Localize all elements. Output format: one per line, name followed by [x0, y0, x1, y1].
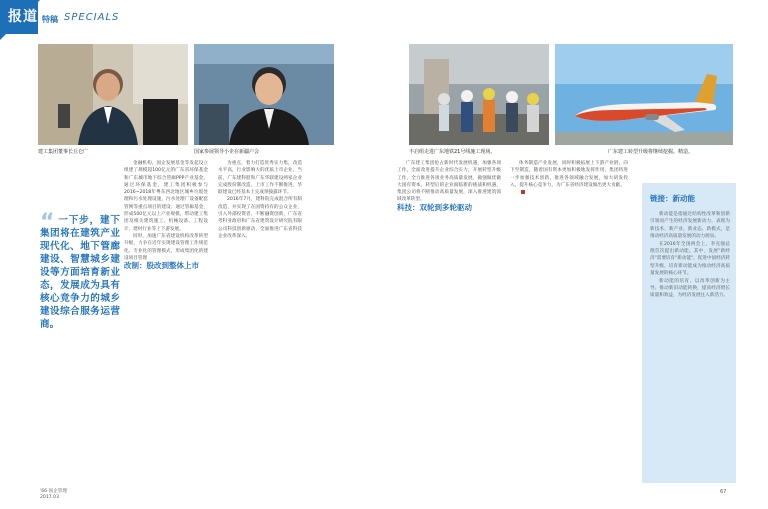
- sidebar-box: [642, 183, 736, 483]
- airplane-photo-icon: [555, 44, 733, 145]
- subheading: 科技：双轮到多轮驱动: [397, 202, 472, 212]
- paragraph: 为重点，着力打造优秀实力集，改造水平高，行业影响大的优质上市企业。当前，广东建科股和广东华联建设两家企业完成股份制改造，上市工作不断推进，华联建设已经基本上完成预披露环节。: [218, 161, 302, 196]
- page-number-right: 67: [720, 489, 727, 495]
- paragraph: 广东建工集团抢占新时代发展机遇，加强各项工作，全面改进提升企业综合实力，开展转型升级工作，全力推进各项业务高质量发展，做强做优做大国有资本，转型后的企业面临新的挑战和机遇，集团公司将不断推动高质量发展，深入推进建筑领域改革转型。: [397, 161, 501, 203]
- airplane-photo: [555, 44, 733, 145]
- pull-quote: [40, 212, 120, 331]
- paragraph: 新动能是指通过结构性改革和创新引领而产生的经济发展新动力，表现为新技术、新产业、新业态、新模式，是推动经济高质量发展的动力源泉。: [650, 212, 730, 240]
- event-photo: [194, 44, 334, 145]
- construction-photo-icon: [409, 44, 549, 145]
- paragraph: 金融机构、国企发展基金等发起设立组建了规模超100亿元的广东省环保基金和广东城市地下综合管廊PPP产业基金，通过环保基金，建工集团积极参与2016~2018年粤东西北地区城乡垃圾处理和污水处理设施，污水处理厂设备配套管网等重点项目的建设；通过管廊基金，形成500亿元以上产业规模，带动建工集团及相关建筑施工、机械设备、工程设计、建材行业等上下游发展。: [124, 161, 208, 232]
- quote-mark-icon: “: [40, 210, 55, 235]
- photo-caption: 建工集团董事长丘仑广: [38, 149, 89, 155]
- subheading: 改制：股改到整体上市: [124, 261, 199, 271]
- paragraph: [510, 189, 628, 196]
- photo-caption: 广东建工转型升级将继续挖掘。精造。: [608, 149, 694, 155]
- article-column-1: [124, 160, 208, 269]
- photo-caption: 国家参展领导小企在新疆户会: [194, 149, 260, 155]
- article-column-2: [218, 160, 302, 240]
- paragraph: 在2016年全国两会上，李克强总理首次提出新动能。其中，发展"新经济"需要培育"新动能"，促进中国经济转型升级，培育新动能成为推动经济高质量发展的核心环节。: [650, 241, 730, 277]
- paragraph: 体务制造产业发展，同时积极拓展上下游产业链，向下至制造，随着国有资本更加积极地发挥作用，集团将进一步加强技术创新，推进各领域融合发展，加大研发投入，提升核心竞争力，为广东省经济建设做出更大贡献。: [510, 161, 628, 188]
- paragraph: 同时，加速广东省建设机构改革转型升级，力争在近年实现建设管理工作规范化、专业化的管理模式，形成集团化的建设项目管理: [124, 233, 208, 261]
- chairman-photo: [38, 44, 188, 145]
- paragraph: 2016年7月，建科院完成混合所有制改造，并实现了在国资持有的公众企业，引入外部投资者，不断融资创新，广东省考科业政府和广东省建筑设计研究院有限公司科技创新驱动，全面推进广东省科技企业改革深入。: [218, 197, 302, 239]
- portrait-photo-icon: [194, 44, 334, 145]
- article-column-3: [397, 160, 501, 211]
- section-tag: 报道: [8, 9, 38, 25]
- section-title-cn: 特稿: [42, 15, 58, 24]
- issue-date: 2017.03: [40, 495, 59, 500]
- site-photo: [409, 44, 549, 145]
- page-number-left: '66 国企管理: [40, 489, 67, 494]
- portrait-photo-icon: [38, 44, 188, 145]
- end-mark-icon: [521, 190, 525, 194]
- pull-quote-text: 一下步，建下集团将在建筑产业现代化、地下管廊建设、智慧城乡建设等方面培育新业态，发展成为具有核心竞争力的城乡建设综合服务运营商。: [40, 215, 120, 330]
- paragraph: 新动能的培育，以改革创新为主导，推动新旧动能转换，提高经济增长质量和效益，为经济发展注入新活力。: [650, 278, 730, 299]
- folio-left: [40, 489, 67, 501]
- section-title-en: SPECIALS: [64, 12, 120, 23]
- photo-caption: 丰启组走进广东地铁21号线施工现场。: [409, 149, 496, 155]
- sidebar-body: [650, 211, 730, 300]
- article-column-4: [510, 160, 628, 196]
- sidebar-title: 链接：新动能: [650, 194, 695, 203]
